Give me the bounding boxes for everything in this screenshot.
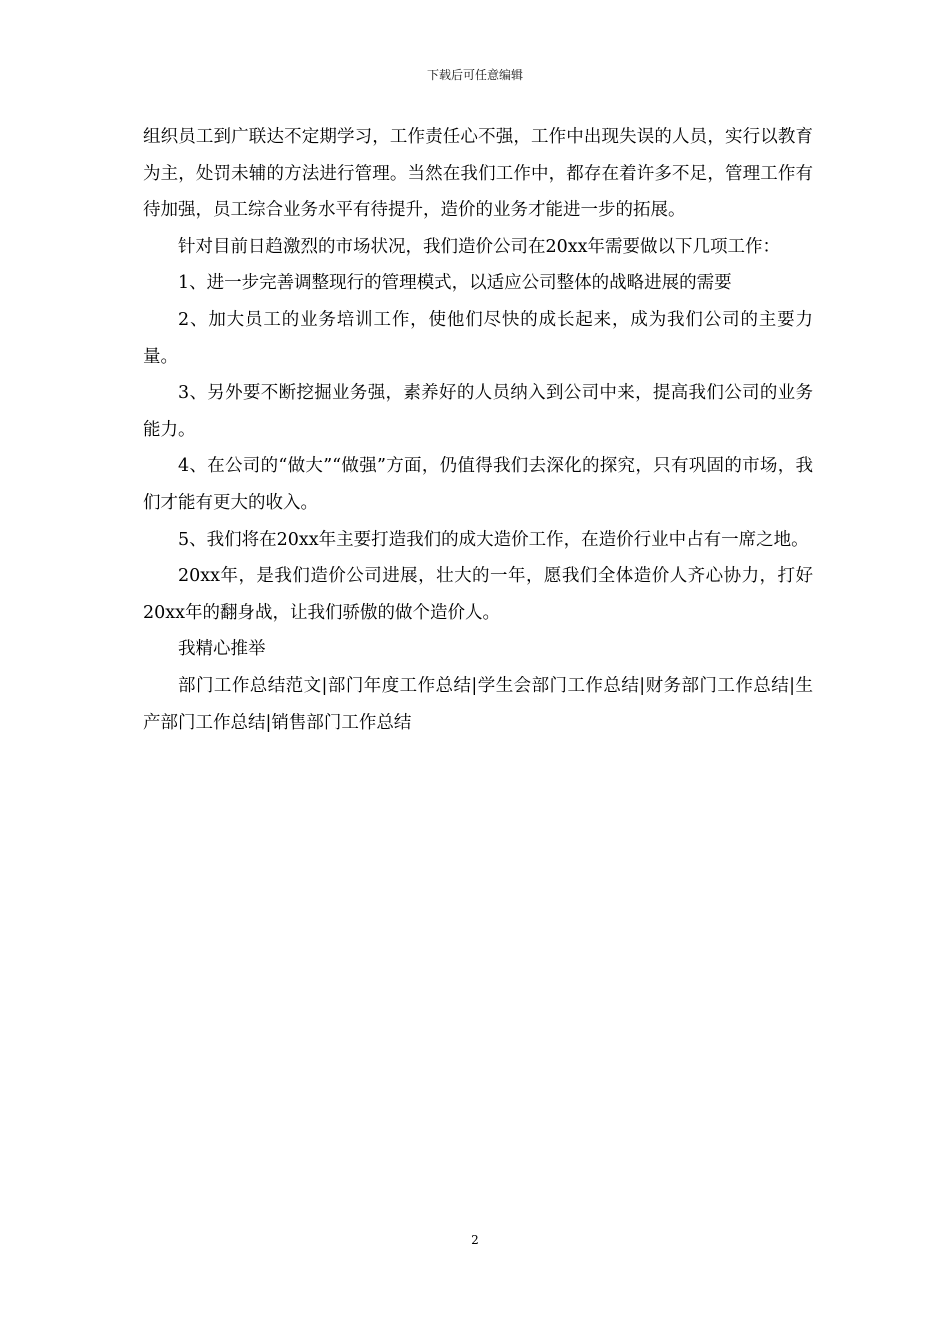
list-item-4: 4、在公司的“做大”“做强”方面，仍值得我们去深化的探究，只有巩固的市场，我们才能有更大的收入。: [143, 456, 813, 513]
list-item-1: 1、进一步完善调整现行的管理模式，以适应公司整体的战略进展的需要: [178, 273, 732, 294]
recommend-heading: 我精心推举: [178, 639, 266, 660]
document-body: [143, 119, 813, 741]
list-item-2: 2、加大员工的业务培训工作，使他们尽快的成长起来，成为我们公司的主要力量。: [143, 309, 813, 367]
page-header: 下载后可任意编辑: [426, 68, 523, 82]
paragraph-conclusion: 20xx年，是我们造价公司进展，壮大的一年，愿我们全体造价人齐心协力，打好20xx年的翻身战，让我们骄傲的做个造价人。: [143, 566, 813, 623]
paragraph-work-plan-intro: 针对目前日趋激烈的市场状况，我们造价公司在20xx年需要做以下几项工作：: [178, 236, 781, 257]
page-number: 2: [471, 1233, 479, 1247]
related-links: 部门工作总结范文|部门年度工作总结|学生会部门工作总结|财务部门工作总结|生产部门工作总结|销售部门工作总结: [143, 675, 813, 733]
paragraph-staff-training: 组织员工到广联达不定期学习，工作责任心不强，工作中出现失误的人员，实行以教育为主，处罚未辅的方法进行管理。当然在我们工作中，都存在着许多不足，管理工作有待加强，员工综合业务水平有待提升，造价的业务才能进一步的拓展。: [143, 127, 813, 221]
list-item-3: 3、另外要不断挖掘业务强，素养好的人员纳入到公司中来，提高我们公司的业务能力。: [143, 383, 813, 440]
list-item-5: 5、我们将在20xx年主要打造我们的成大造价工作，在造价行业中占有一席之地。: [178, 529, 809, 550]
